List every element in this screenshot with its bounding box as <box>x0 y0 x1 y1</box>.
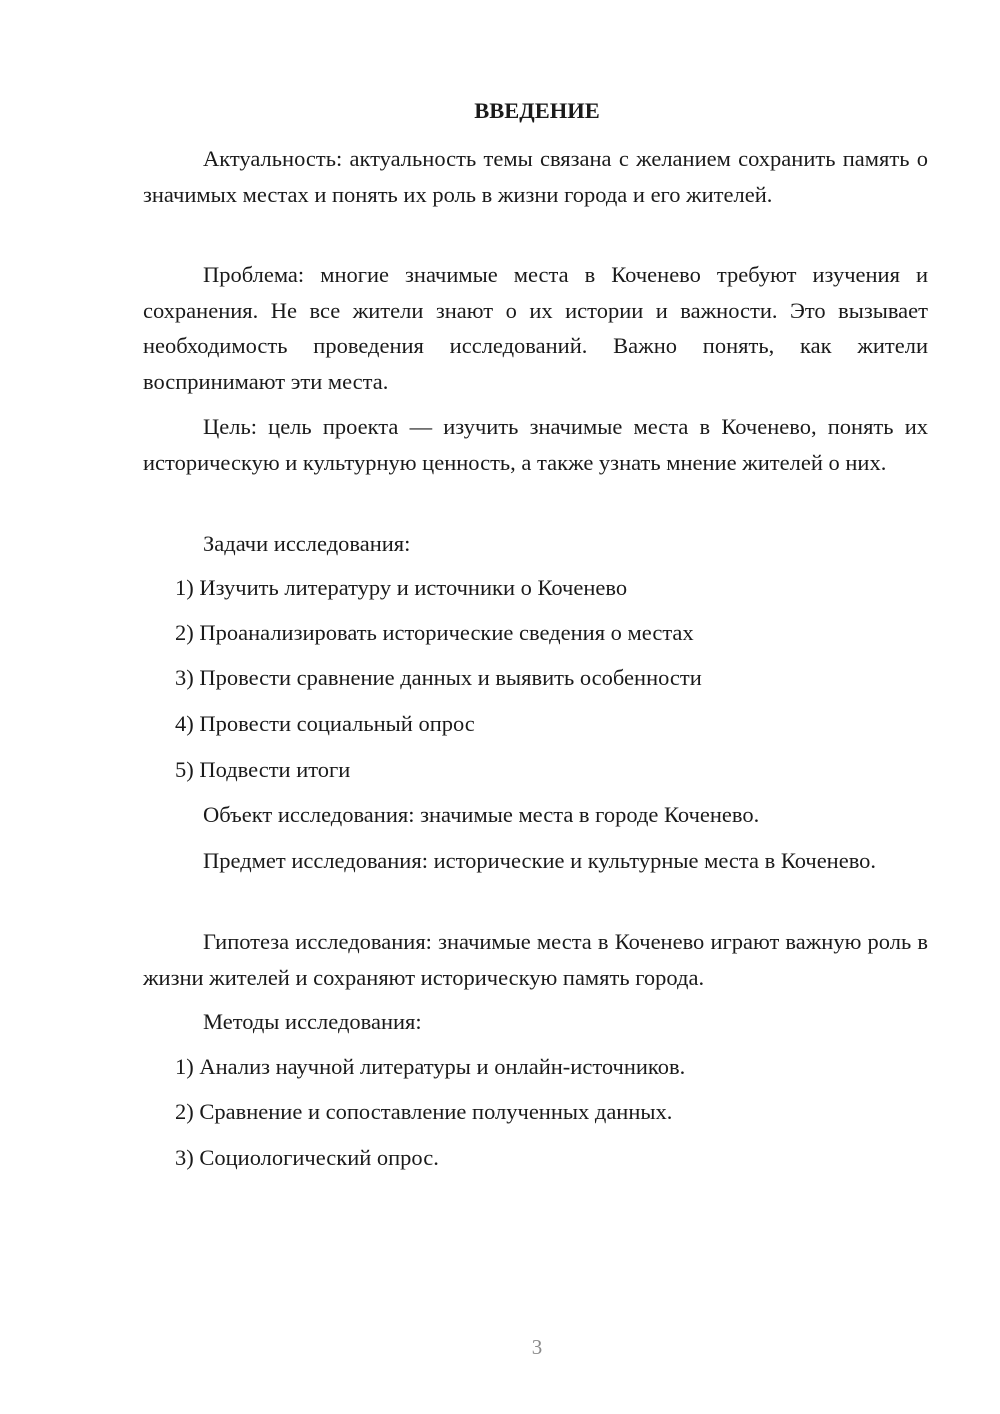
object-line: Объект исследования: значимые места в городе Коченево. <box>203 802 760 827</box>
page-number: 3 <box>531 1335 543 1359</box>
task-item-3: 3) Провести сравнение данных и выявить особенности <box>175 665 702 690</box>
task-item-4: 4) Провести социальный опрос <box>175 711 475 736</box>
section-title: ВВЕДЕНИЕ <box>474 98 600 123</box>
task-item-5: 5) Подвести итоги <box>175 757 351 782</box>
method-item-1: 1) Анализ научной литературы и онлайн-источников. <box>175 1054 686 1079</box>
tasks-heading: Задачи исследования: <box>203 531 411 556</box>
hypothesis-paragraph: Гипотеза исследования: значимые места в Коченево играют важную роль в жизни жителей и сохраняют историческую память города. <box>143 929 928 990</box>
task-item-2: 2) Проанализировать исторические сведения о местах <box>175 620 694 645</box>
task-item-1: 1) Изучить литературу и источники о Коченево <box>175 575 628 600</box>
goal-paragraph: Цель: цель проекта — изучить значимые места в Коченево, понять их историческую и культурную ценность, а также узнать мнение жителей о них. <box>143 414 928 475</box>
subject-paragraph: Предмет исследования: исторические и культурные места в Коченево. <box>203 848 877 873</box>
method-item-3: 3) Социологический опрос. <box>175 1145 439 1170</box>
methods-heading: Методы исследования: <box>203 1009 422 1034</box>
method-item-2: 2) Сравнение и сопоставление полученных данных. <box>175 1099 673 1124</box>
problem-paragraph: Проблема: многие значимые места в Коченево требуют изучения и сохранения. Не все жители знают о их истории и важности. Это вызывает необходимость проведения исследований. Важно понять, как жители воспринимают эти места. <box>143 262 928 394</box>
relevance-paragraph: Актуальность: актуальность темы связана с желанием сохранить память о значимых местах и понять их роль в жизни города и его жителей. <box>143 146 928 207</box>
